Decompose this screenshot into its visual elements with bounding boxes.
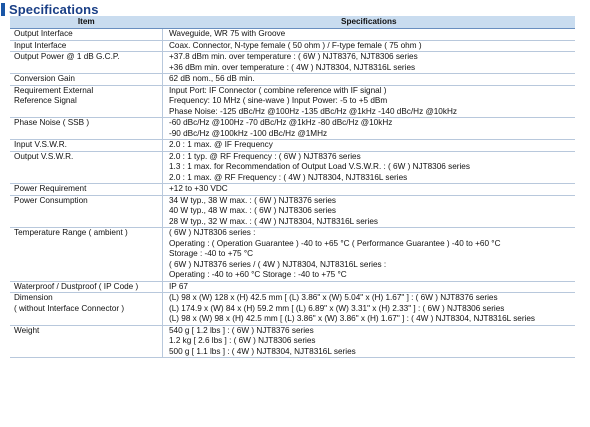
table-row: [10, 228, 575, 282]
item-label: Dimension: [14, 293, 53, 302]
specification-cell: [163, 151, 576, 184]
specification-cell: [163, 293, 576, 326]
item-cell: [10, 40, 163, 52]
specification-line: -60 dBc/Hz @100Hz -70 dBc/Hz @1kHz -80 dBc/Hz @10kHz: [169, 118, 393, 127]
item-label: Output Interface: [14, 29, 73, 38]
item-cell: [10, 228, 163, 282]
item-cell: [10, 29, 163, 41]
specification-line: -90 dBc/Hz @100kHz -100 dBc/Hz @1MHz: [169, 128, 328, 138]
item-cell: [10, 293, 163, 326]
specification-line: (L) 174.9 x (W) 84 x (H) 59.2 mm [ (L) 6.89" x (W) 3.31" x (H) 2.33" ] : ( 6W ) NJT8306 series: [169, 303, 505, 313]
item-label: Power Consumption: [14, 195, 88, 205]
item-label: Conversion Gain: [14, 74, 75, 83]
table-row: [10, 40, 575, 52]
column-header-specifications: Specifications: [163, 16, 576, 29]
specification-line: 28 W typ., 32 W max. : ( 4W ) NJT8304, NJT8316L series: [169, 216, 378, 226]
item-cell: [10, 52, 163, 74]
specification-cell: [163, 85, 576, 118]
specification-line: Input Port: IF Connector ( combine reference with IF signal ): [169, 85, 387, 95]
specification-line: (L) 98 x (W) 98 x (H) 42.5 mm [ (L) 3.86" x (W) 3.86" x (H) 1.67" ] : ( 4W ) NJT8304, NJT8316L series: [169, 314, 536, 323]
specification-cell: [163, 281, 576, 293]
specification-cell: [163, 74, 576, 86]
table-row: [10, 118, 575, 140]
table-row: [10, 325, 575, 358]
title-marker: [1, 3, 5, 16]
item-cell: [10, 151, 163, 184]
specification-line: 40 W typ., 48 W max. : ( 6W ) NJT8306 series: [169, 206, 336, 215]
specification-line: Phase Noise: -125 dBc/Hz @100Hz -135 dBc/Hz @1kHz -140 dBc/Hz @10kHz: [169, 106, 457, 116]
table-row: [10, 74, 575, 86]
item-cell: [10, 85, 163, 118]
table-row: [10, 29, 575, 41]
table-row: [10, 281, 575, 293]
specification-line: 62 dB nom., 56 dB min.: [169, 74, 255, 83]
table-row: [10, 151, 575, 184]
specification-line: +36 dBm min. over temperature : ( 4W ) NJT8304, NJT8316L series: [169, 62, 416, 72]
specification-cell: [163, 195, 576, 228]
table-row: [10, 184, 575, 196]
specification-line: Operating : ( Operation Guarantee ) -40 to +65 °C ( Performance Guarantee ) -40 to +60 °C: [169, 238, 501, 248]
table-row: [10, 52, 575, 74]
specification-line: ( 6W ) NJT8306 series :: [169, 228, 256, 237]
specification-cell: [163, 325, 576, 358]
item-cell: [10, 325, 163, 358]
item-label: Output Power @ 1 dB G.C.P.: [14, 52, 120, 61]
specification-cell: [163, 29, 576, 41]
item-label: Reference Signal: [14, 96, 77, 105]
specification-cell: [163, 40, 576, 52]
specification-line: 2.0 : 1 max. @ IF Frequency: [169, 140, 273, 149]
specification-line: IP 67: [169, 281, 188, 291]
table-row: [10, 85, 575, 118]
specification-line: +12 to +30 VDC: [169, 184, 228, 193]
item-cell: [10, 195, 163, 228]
table-row: [10, 195, 575, 228]
table-body: [10, 29, 575, 358]
specification-line: Frequency: 10 MHz ( sine-wave ) Input Power: -5 to +5 dBm: [169, 96, 388, 105]
item-label: Waterproof / Dustproof ( IP Code ): [14, 281, 139, 291]
specification-cell: [163, 184, 576, 196]
item-label: Temperature Range ( ambient ): [14, 228, 128, 237]
specification-line: +37.8 dBm min. over temperature : ( 6W ) NJT8376, NJT8306 series: [169, 52, 418, 61]
specification-line: 540 g [ 1.2 lbs ] : ( 6W ) NJT8376 series: [169, 325, 314, 335]
item-label: Weight: [14, 325, 40, 335]
specification-line: ( 6W ) NJT8376 series / ( 4W ) NJT8304, NJT8316L series :: [169, 259, 387, 269]
specification-line: Waveguide, WR 75 with Groove: [169, 29, 286, 38]
column-header-item: Item: [10, 16, 163, 29]
specification-line: 500 g [ 1.1 lbs ] : ( 4W ) NJT8304, NJT8316L series: [169, 346, 356, 356]
item-label: Input Interface: [14, 40, 67, 50]
item-cell: [10, 118, 163, 140]
specification-cell: [163, 228, 576, 282]
specification-line: Operating : -40 to +60 °C Storage : -40 to +75 °C: [169, 270, 347, 279]
table-row: [10, 293, 575, 326]
item-cell: [10, 184, 163, 196]
item-cell: [10, 281, 163, 293]
section-title: [1, 1, 99, 17]
item-label: Power Requirement: [14, 184, 87, 193]
specification-line: Storage : -40 to +75 °C: [169, 249, 254, 258]
table-row: [10, 140, 575, 152]
item-cell: [10, 140, 163, 152]
specification-line: Coax. Connector, N-type female ( 50 ohm ) / F-type female ( 75 ohm ): [169, 40, 422, 50]
specification-cell: [163, 140, 576, 152]
item-label: Phase Noise ( SSB ): [14, 118, 90, 127]
item-label: Input V.S.W.R.: [14, 140, 67, 149]
specification-line: 1.3 : 1 max. for Recommendation of Output Load V.S.W.R. : ( 6W ) NJT8306 series: [169, 162, 470, 171]
specification-line: 1.2 kg [ 2.6 lbs ] : ( 6W ) NJT8306 series: [169, 336, 316, 345]
specification-line: (L) 98 x (W) 128 x (H) 42.5 mm [ (L) 3.86" x (W) 5.04" x (H) 1.67" ] : ( 6W ) NJT8376 series: [169, 293, 498, 302]
specification-cell: [163, 52, 576, 74]
specification-line: 2.0 : 1 typ. @ RF Frequency : ( 6W ) NJT8376 series: [169, 151, 361, 161]
specification-cell: [163, 118, 576, 140]
page-title: Specifications: [9, 1, 99, 17]
item-cell: [10, 74, 163, 86]
item-label: ( without Interface Connector ): [14, 303, 125, 313]
specification-line: 34 W typ., 38 W max. : ( 6W ) NJT8376 series: [169, 195, 336, 205]
specifications-table: [10, 16, 575, 358]
item-label: Output V.S.W.R.: [14, 151, 74, 161]
table-header-row: [10, 16, 575, 29]
item-label: Requirement External: [14, 85, 94, 95]
specification-line: 2.0 : 1 max. @ RF Frequency : ( 4W ) NJT8304, NJT8316L series: [169, 172, 408, 182]
